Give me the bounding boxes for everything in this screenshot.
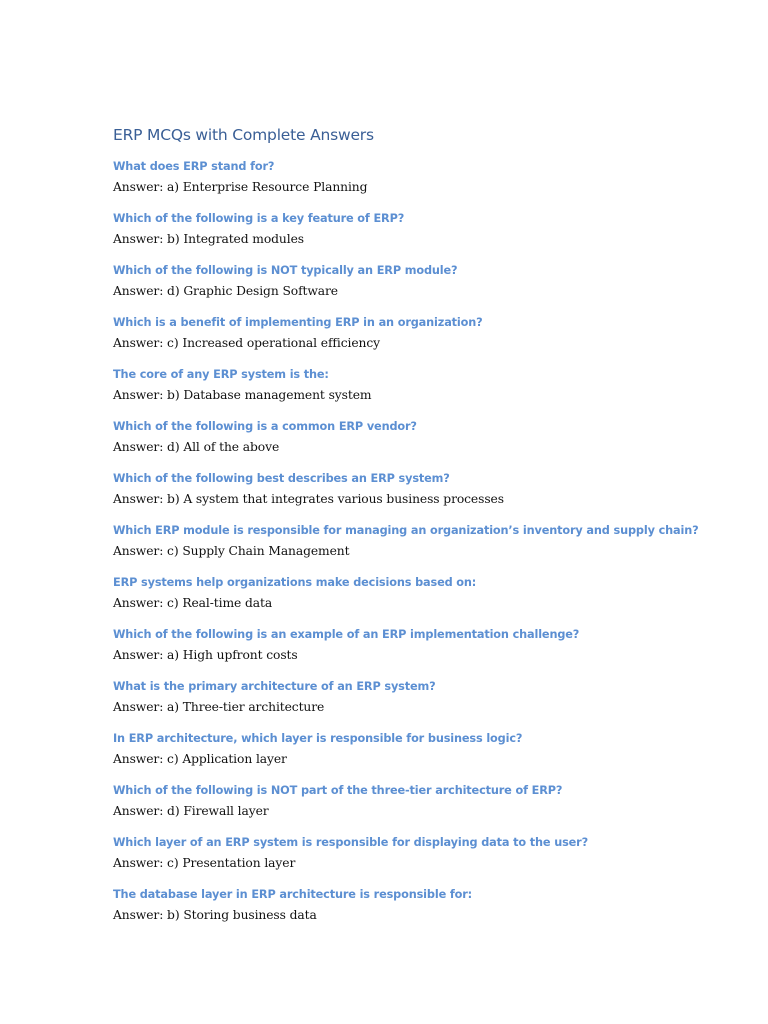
qa-item [113,521,733,562]
question-text: Which ERP module is responsible for managing an organization’s inventory and supply chain? [113,524,699,537]
question-text: The core of any ERP system is the: [113,368,329,381]
question-text: Which is a benefit of implementing ERP in an organization? [113,316,483,329]
answer-text: Answer: c) Supply Chain Management [113,544,350,558]
qa-item [113,729,733,770]
question-text: What does ERP stand for? [113,160,275,173]
qa-item [113,677,733,718]
qa-item [113,261,733,302]
answer-text: Answer: b) Storing business data [113,908,317,922]
question-text: The database layer in ERP architecture is responsible for: [113,888,473,901]
qa-item [113,157,733,198]
question-text: What is the primary architecture of an ERP system? [113,680,436,693]
answer-text: Answer: a) High upfront costs [113,648,298,662]
answer-text: Answer: b) Integrated modules [113,232,304,246]
question-text: Which of the following is an example of an ERP implementation challenge? [113,628,580,641]
question-text: Which layer of an ERP system is responsible for displaying data to the user? [113,836,589,849]
question-text: Which of the following best describes an ERP system? [113,472,450,485]
question-text: Which of the following is NOT part of the three-tier architecture of ERP? [113,784,563,797]
qa-item [113,365,733,406]
qa-item [113,469,733,510]
answer-text: Answer: c) Increased operational efficiency [113,336,380,350]
document-title: ERP MCQs with Complete Answers [113,126,374,144]
answer-text: Answer: a) Three-tier architecture [113,700,325,714]
qa-item [113,885,733,926]
qa-item [113,781,733,822]
qa-item [113,209,733,250]
qa-item [113,313,733,354]
qa-item [113,417,733,458]
qa-item [113,625,733,666]
answer-text: Answer: d) Graphic Design Software [113,284,338,298]
answer-text: Answer: b) A system that integrates various business processes [113,492,504,506]
question-text: Which of the following is a key feature of ERP? [113,212,405,225]
document-content [113,124,733,937]
answer-text: Answer: d) Firewall layer [113,804,269,818]
question-text: Which of the following is NOT typically an ERP module? [113,264,458,277]
answer-text: Answer: b) Database management system [113,388,372,402]
question-text: ERP systems help organizations make decisions based on: [113,576,477,589]
answer-text: Answer: c) Real-time data [113,596,273,610]
answer-text: Answer: c) Presentation layer [113,856,296,870]
question-text: Which of the following is a common ERP vendor? [113,420,417,433]
answer-text: Answer: c) Application layer [113,752,287,766]
question-text: In ERP architecture, which layer is responsible for business logic? [113,732,523,745]
answer-text: Answer: d) All of the above [113,440,280,454]
qa-item [113,573,733,614]
qa-item [113,833,733,874]
answer-text: Answer: a) Enterprise Resource Planning [113,180,368,194]
